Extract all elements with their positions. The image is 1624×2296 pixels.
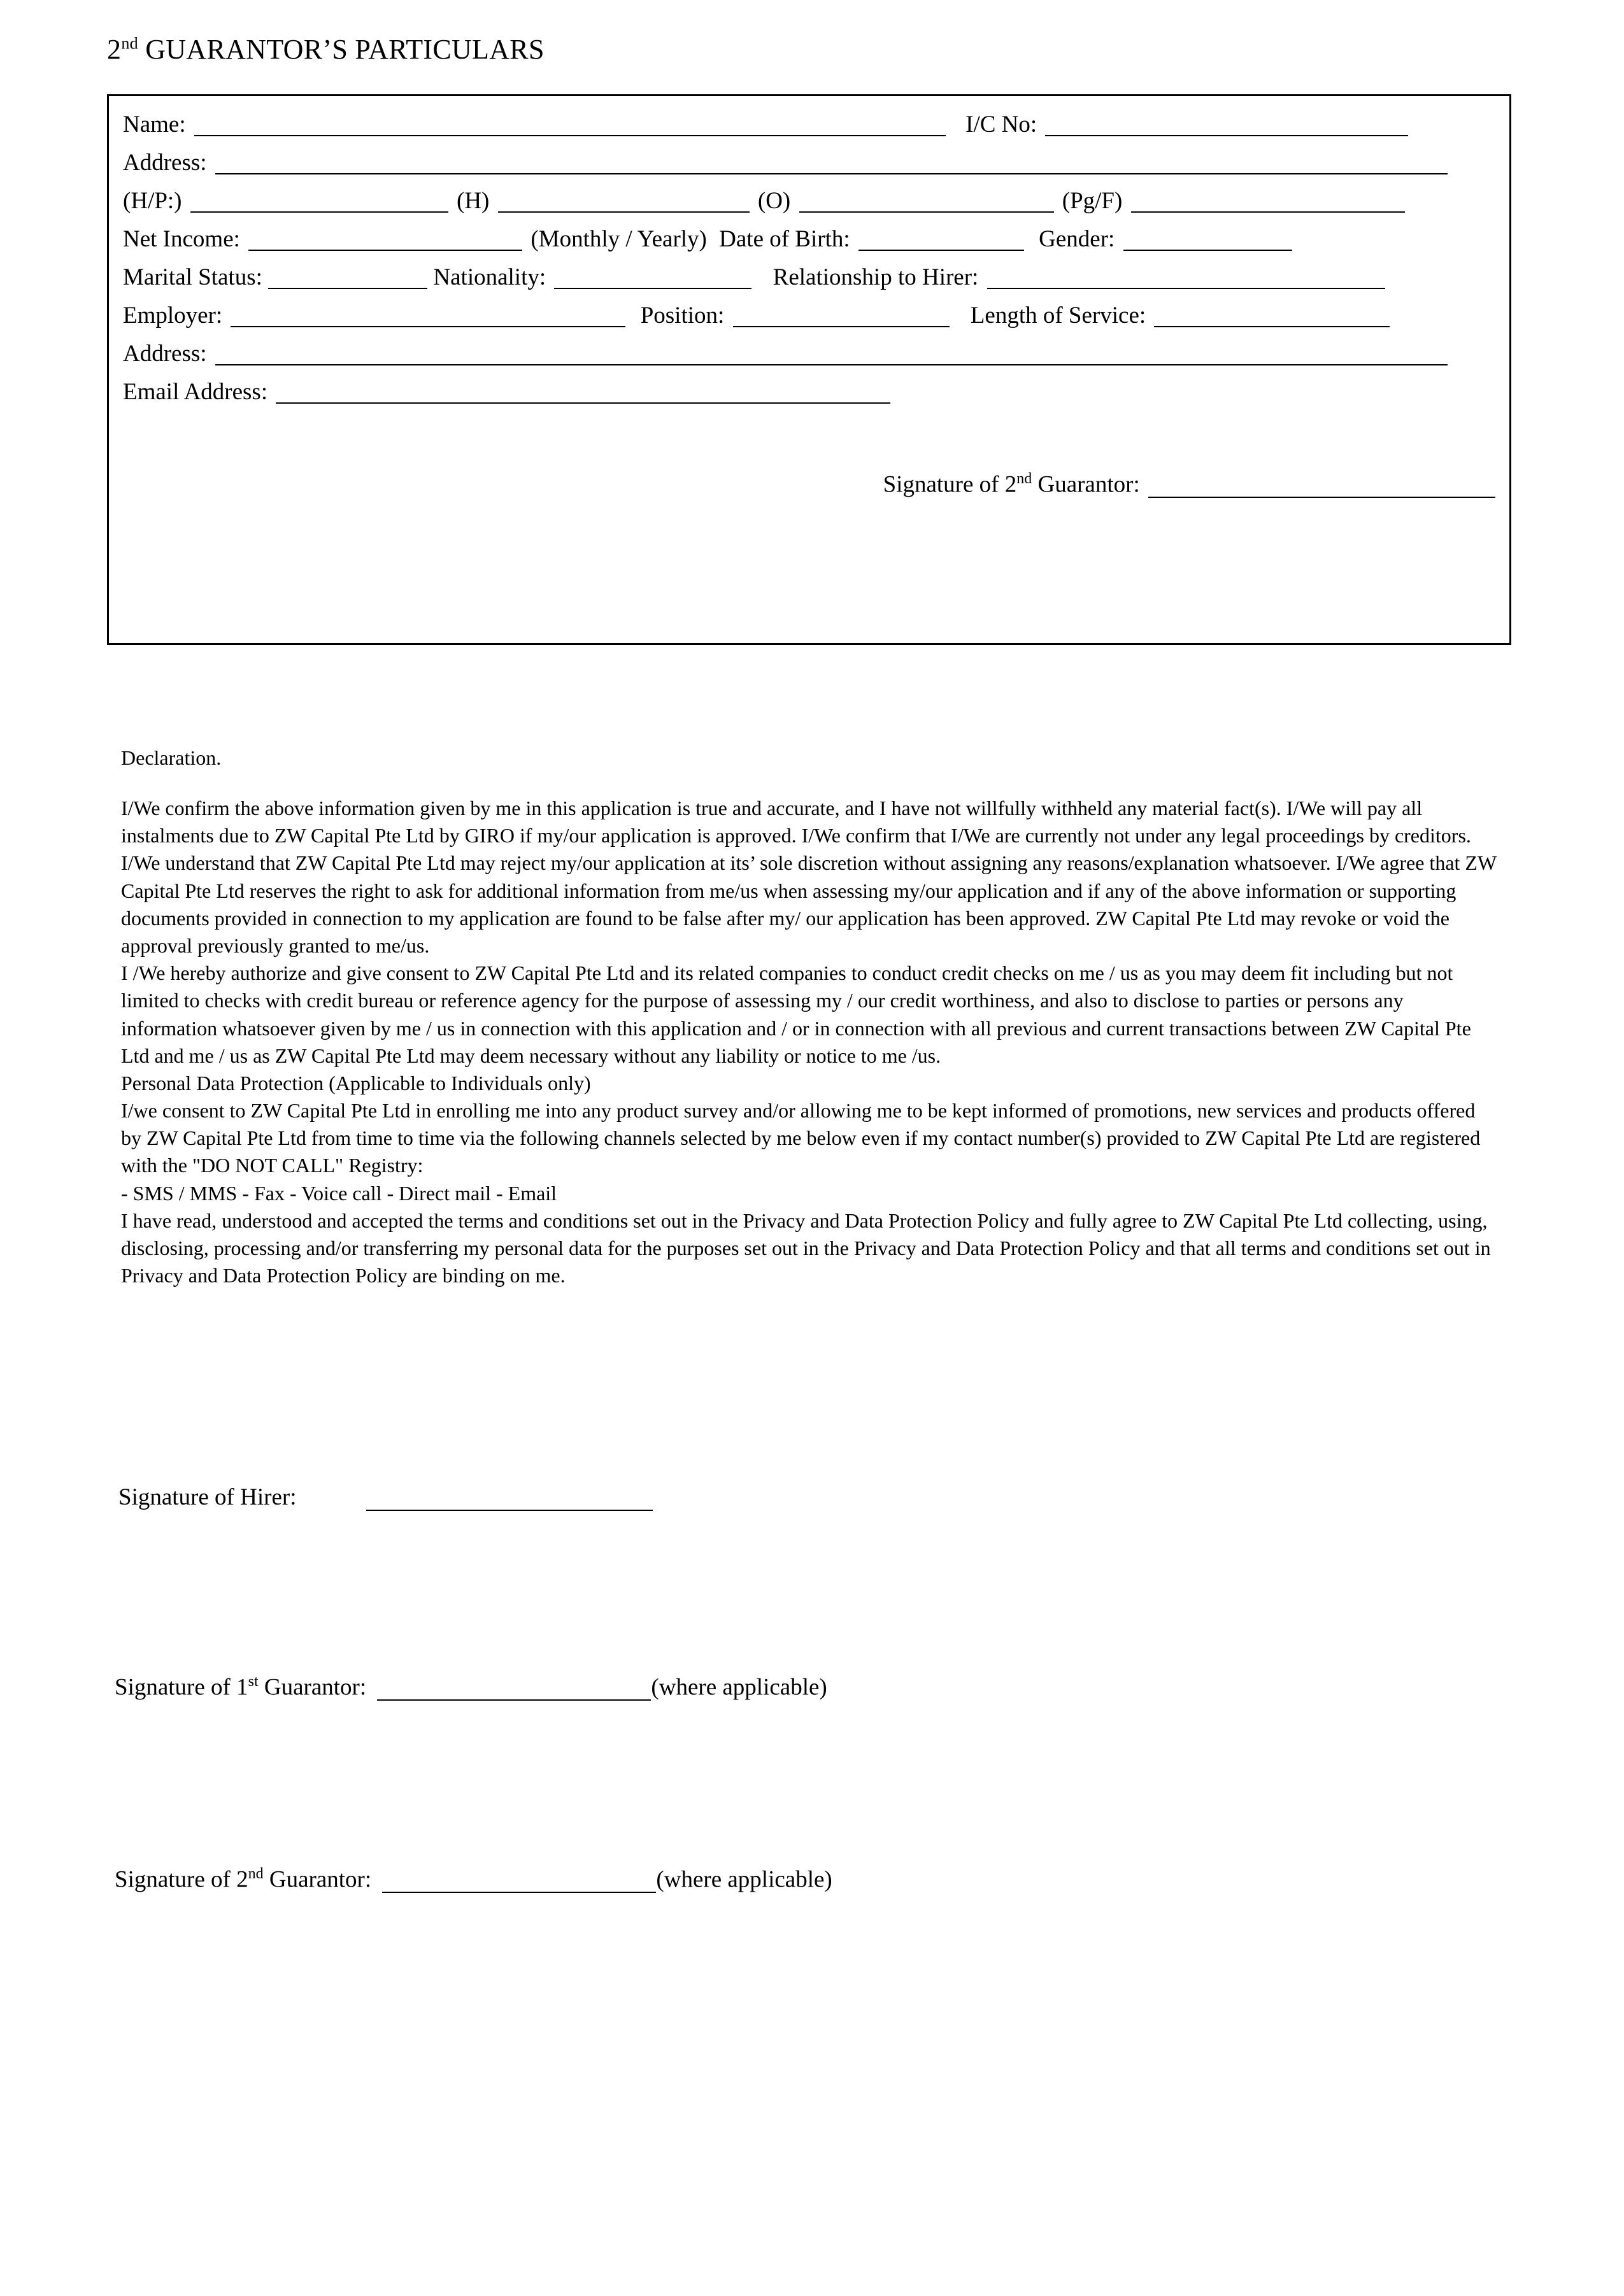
gender-input[interactable] <box>1123 230 1292 251</box>
field-row-phones <box>123 189 1407 213</box>
page-title-ordinal-suffix: nd <box>121 34 138 53</box>
signature-g2-note: (where applicable) <box>656 1866 832 1893</box>
relationship-to-hirer-label: Relationship to Hirer: <box>773 264 979 290</box>
guarantor-signature-line <box>883 471 1498 498</box>
ic-number-label: I/C No: <box>965 111 1037 138</box>
length-of-service-label: Length of Service: <box>970 302 1146 329</box>
employer-address-label: Address: <box>123 341 207 367</box>
signature-g1-ordinal: st <box>248 1673 259 1690</box>
gender-label: Gender: <box>1039 226 1115 252</box>
name-input[interactable] <box>194 116 946 136</box>
signature-g2-prefix: Signature of <box>115 1866 237 1893</box>
employer-input[interactable] <box>231 307 625 327</box>
position-label: Position: <box>640 302 725 329</box>
home-phone-label: (H) <box>457 188 490 214</box>
home-phone-input[interactable] <box>498 192 750 213</box>
marital-status-label: Marital Status: <box>123 264 262 290</box>
employer-address-input[interactable] <box>215 345 1448 365</box>
guarantor-signature-ordinal: nd <box>1016 471 1032 487</box>
address-input[interactable] <box>215 154 1448 174</box>
field-row-email <box>123 380 893 404</box>
position-input[interactable] <box>733 307 950 327</box>
signature-g1-prefix: Signature of <box>115 1674 237 1701</box>
nationality-label: Nationality: <box>433 264 546 290</box>
nationality-input[interactable] <box>554 269 751 289</box>
email-address-label: Email Address: <box>123 379 268 405</box>
signature-of-hirer-label: Signature of Hirer: <box>118 1484 297 1510</box>
declaration-paragraph-6: I have read, understood and accepted the terms and conditions set out in the Privacy and Data Protection Policy and fully agree to ZW Capital Pte Ltd collecting, using, disclosing, processing and/or transferring my personal data for the purposes set out in the Privacy and Data Protection Policy and that all terms and conditions set out in Privacy and Data Protection Policy are binding on me. <box>121 1208 1491 1287</box>
signature-g2-suffix: Guarantor: <box>263 1866 372 1893</box>
declaration-paragraph-2: I /We hereby authorize and give consent to ZW Capital Pte Ltd and its related companies to conduct credit checks on me / us as you may deem fit including but not limited to checks with credit bureau or reference agency for the purpose of assessing my / our credit worthiness, and also to disclose to parties or persons any information whatsoever given by me / us in connection with this application and / or in connection with all previous and current transactions between ZW Capital Pte Ltd and me / us as ZW Capital Pte Ltd may deem necessary without any liability or notice to me /us. <box>121 961 1471 1067</box>
signature-of-hirer-input[interactable] <box>366 1492 653 1511</box>
guarantor-signature-prefix: Signature of <box>883 471 1005 498</box>
guarantor-signature-number: 2 <box>1004 471 1017 498</box>
pager-fax-label: (Pg/F) <box>1062 188 1123 214</box>
marital-status-input[interactable] <box>268 269 427 289</box>
guarantor-particulars-box <box>107 94 1511 645</box>
handphone-input[interactable] <box>190 192 448 213</box>
declaration-heading: Declaration. <box>121 746 222 769</box>
field-row-employer <box>123 304 1392 327</box>
office-phone-label: (O) <box>757 188 791 214</box>
page-title-text: GUARANTOR’S PARTICULARS <box>145 34 545 65</box>
signature-g1-note: (where applicable) <box>651 1674 827 1701</box>
net-income-label: Net Income: <box>123 226 240 252</box>
name-label: Name: <box>123 111 186 138</box>
date-of-birth-label: Date of Birth: <box>719 226 850 252</box>
field-row-employer-address <box>123 342 1450 365</box>
date-of-birth-input[interactable] <box>858 230 1024 251</box>
declaration-channels-list: - SMS / MMS - Fax - Voice call - Direct mail - Email <box>121 1181 557 1205</box>
declaration-paragraph-1: I/We confirm the above information given by me in this application is true and accurate, and I have not willfully withheld any material fact(s). I/We will pay all instalments due to ZW Capital Pte Ltd by GIRO if my/our application is approved. I/We confirm that I/We are currently not under any legal proceedings by creditors. I/We understand that ZW Capital Pte Ltd may reject my/our application at its’ sole discretion without assigning any reasons/explanation whatsoever. I/We agree that ZW Capital Pte Ltd reserves the right to ask for additional information from me/us when assessing my/our application and if any of the above information or supporting documents provided in connection to my application are found to be false after my/ our application has been approved. ZW Capital Pte Ltd may revoke or void the approval previously granted to me/us. <box>121 797 1497 957</box>
declaration-paragraph-4: I/we consent to ZW Capital Pte Ltd in enrolling me into any product survey and/or allowing me to be kept informed of promotions, new services and products offered by ZW Capital Pte Ltd from time to time via the following channels selected by me below even if my contact number(s) provided to ZW Capital Pte Ltd are registered with the "DO NOT CALL" Registry: <box>121 1099 1481 1177</box>
guarantor-signature-suffix: Guarantor: <box>1032 471 1140 498</box>
signature-g1-suffix: Guarantor: <box>258 1674 367 1701</box>
net-income-input[interactable] <box>248 230 522 251</box>
page-title-number: 2 <box>107 34 122 65</box>
handphone-label: (H/P:) <box>123 188 182 214</box>
monthly-yearly-label: (Monthly / Yearly) <box>531 226 707 252</box>
declaration-paragraph-3: Personal Data Protection (Applicable to Individuals only) <box>121 1071 591 1095</box>
field-row-income-dob-gender <box>123 227 1295 251</box>
signature-g2-number: 2 <box>236 1866 248 1893</box>
field-row-address <box>123 151 1450 174</box>
employer-label: Employer: <box>123 302 223 329</box>
signature-of-guarantor1-input[interactable] <box>377 1682 651 1701</box>
email-address-input[interactable] <box>276 383 890 404</box>
signature-of-guarantor1-row <box>115 1673 827 1701</box>
address-label: Address: <box>123 150 207 176</box>
page-title <box>107 33 545 66</box>
signature-g2-ordinal: nd <box>248 1866 264 1882</box>
signature-of-guarantor2-row <box>115 1866 832 1893</box>
pager-fax-input[interactable] <box>1131 192 1405 213</box>
field-row-name <box>123 113 1411 136</box>
office-phone-input[interactable] <box>799 192 1054 213</box>
guarantor-signature-input[interactable] <box>1148 478 1495 498</box>
declaration-body <box>121 795 1499 1289</box>
field-row-marital-nationality <box>123 266 1388 289</box>
ic-number-input[interactable] <box>1045 116 1408 136</box>
signature-of-guarantor2-input[interactable] <box>382 1874 656 1893</box>
length-of-service-input[interactable] <box>1154 307 1390 327</box>
signature-g1-number: 1 <box>236 1674 248 1701</box>
signature-of-hirer-row <box>118 1484 653 1511</box>
relationship-to-hirer-input[interactable] <box>987 269 1385 289</box>
